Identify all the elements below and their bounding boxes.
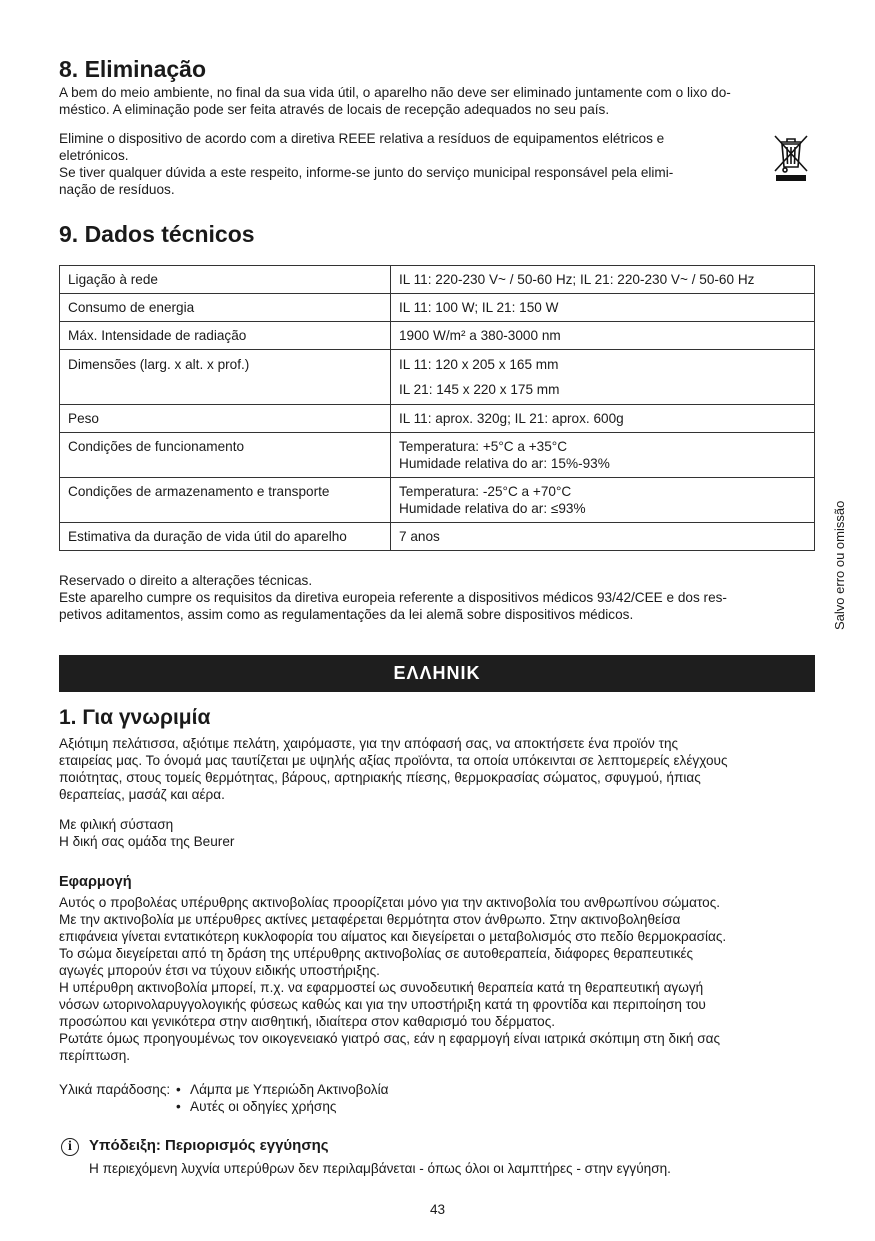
language-header-bar: ΕΛΛΗΝΙΚ (59, 655, 815, 692)
technical-data-table (59, 265, 815, 551)
row-value: IL 11: 120 x 205 x 165 mm IL 21: 145 x 220 x 175 mm (391, 350, 815, 405)
side-note: Salvo erro ou omissão (832, 500, 847, 630)
row-label: Máx. Intensidade de radiação (60, 322, 391, 350)
row-value: IL 11: 100 W; IL 21: 150 W (391, 294, 815, 322)
table-row (60, 350, 815, 405)
row-value: 1900 W/m² a 380-3000 nm (391, 322, 815, 350)
application-text: Αυτός ο προβολέας υπέρυθρης ακτινοβολίας προορίζεται μόνο για την ακτινοβολία του ανθρωπίνου σώματος. Με την ακτινοβολία με υπέρυθρες ακτίνες μεταφέρεται θερμότητα στον άνθρωπο. Στην ακτινοβοληθείσα επιφάνεια γίνεται εντατικότερη κυκλοφορία του αίματος και διεγείρεται ο μεταβολισμός στο πεδίο θερμοκρασίας. Το σώμα διεγείρεται από τη δράση της υπέρυθρης ακτινοβολίας σε αυτοθεραπεία, διάφορες θεραπευτικές αγωγές μπορούν έτσι να τύχουν ειδικής υποστήριξης. Η υπέρυθρη ακτινοβολία μπορεί, π.χ. να εφαρμοστεί ως συνοδευτική θεραπεία κατά τη θεραπευτική αγωγή νόσων ωτορινολαρυγγολογικής φύσεως καθώς και για την υποστήριξη κατά τη φροντίδα και περιποίηση του προσώπου και γενικότερα στην αισθητική, ιδιαίτερα στον καθαρισμό του δέρματος. Ρωτάτε όμως προηγουμένως τον οικογενειακό γιατρό σας, εάν η εφαρμογή είναι ιατρικά σκόπιμη στη δική σας περίπτωση. (59, 895, 727, 1063)
table-row (60, 523, 815, 551)
row-label: Peso (60, 405, 391, 433)
row-value: 7 anos (391, 523, 815, 551)
greek-section-1-title: 1. Για γνωριμία (59, 706, 211, 729)
table-row (60, 266, 815, 294)
table-row (60, 433, 815, 478)
info-icon: i (61, 1138, 79, 1156)
section-9-note: Reservado o direito a alterações técnicas. Este aparelho cumpre os requisitos da diretiva europeia referente a dispositivos médicos 93/42/CEE e dos res- petivos aditamentos, assim como as regulamentações da lei alemã sobre dispositivos médicos. (59, 573, 727, 622)
row-label: Consumo de energia (60, 294, 391, 322)
section-8-title: 8. Eliminação (59, 56, 207, 82)
section-9-title: 9. Dados técnicos (59, 221, 255, 247)
application-heading: Εφαρμογή (59, 874, 132, 890)
crossed-out-bin-icon (772, 133, 810, 183)
list-item: • Αυτές οι οδηγίες χρήσης (176, 1099, 337, 1114)
row-value: IL 11: 220-230 V~ / 50-60 Hz; IL 21: 220-230 V~ / 50-60 Hz (391, 266, 815, 294)
page-number: 43 (429, 1202, 446, 1217)
list-item: • Λάμπα με Υπεριώδη Ακτινοβολία (176, 1082, 389, 1097)
delivery-list (176, 1081, 388, 1115)
row-label: Condições de armazenamento e transporte (60, 478, 391, 523)
row-label: Dimensões (larg. x alt. x prof.) (60, 350, 391, 405)
table-row (60, 294, 815, 322)
row-value: IL 11: aprox. 320g; IL 21: aprox. 600g (391, 405, 815, 433)
greek-signature: Με φιλική σύσταση Η δική σας ομάδα της Beurer (59, 817, 235, 849)
section-8-paragraph-1: A bem do meio ambiente, no final da sua vida útil, o aparelho não deve ser eliminado juntamente com o lixo do- méstico. A eliminação pode ser feita através de locais de recepção adequados no seu país. (59, 85, 731, 117)
row-value: Temperatura: -25°C a +70°C Humidade relativa do ar: ≤93% (391, 478, 815, 523)
delivery-label: Υλικά παράδοσης: (59, 1082, 171, 1097)
table-row (60, 405, 815, 433)
row-label: Ligação à rede (60, 266, 391, 294)
warranty-note-text: Η περιεχόμενη λυχνία υπερύθρων δεν περιλαμβάνεται - όπως όλοι οι λαμπτήρες - στην εγγύηση. (89, 1161, 671, 1176)
section-8-paragraph-2: Elimine o dispositivo de acordo com a diretiva REEE relativa a resíduos de equipamentos elétricos e eletrónicos. Se tiver qualquer dúvida a este respeito, informe-se junto do serviço municipal responsável pela elimi- nação de resíduos. (59, 131, 674, 197)
greek-intro-paragraph: Αξιότιμη πελάτισσα, αξιότιμε πελάτη, χαιρόμαστε, για την απόφασή σας, να αποκτήσετε ένα προϊόν της εταιρείας μας. Το όνομά μας ταυτίζεται με υψηλής αξίας προϊόντα, τα οποία υπόκεινται σε λεπτομερείς ελέγχους ποιότητας, στους τομείς θερμότητας, βάρους, αρτηριακής πίεσης, θερμοκρασίας σώματος, σφυγμού, ήπιας θεραπείας, μασάζ και αέρα. (59, 736, 728, 802)
warranty-note-title: Υπόδειξη: Περιορισμός εγγύησης (89, 1137, 329, 1154)
table-row (60, 322, 815, 350)
row-value: Temperatura: +5°C a +35°C Humidade relativa do ar: 15%-93% (391, 433, 815, 478)
row-label: Condições de funcionamento (60, 433, 391, 478)
row-label: Estimativa da duração de vida útil do aparelho (60, 523, 391, 551)
table-row (60, 478, 815, 523)
